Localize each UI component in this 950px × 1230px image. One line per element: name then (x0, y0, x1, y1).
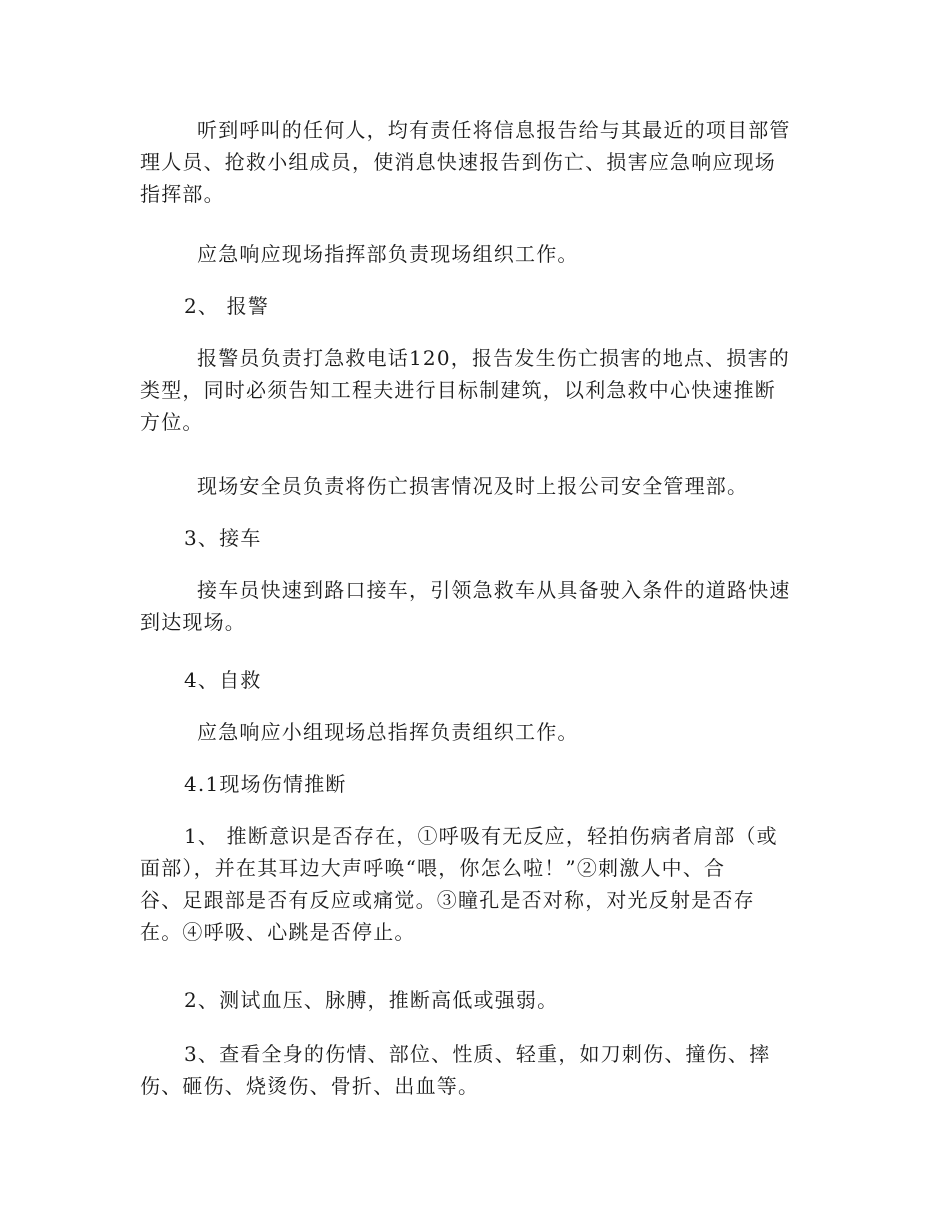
text-line: 面部），并在其耳边大声呼唤“喂，你怎么啦！”②刺激人中、合 (140, 856, 726, 880)
section-heading-alarm (140, 290, 812, 322)
text-line: 伤、砸伤、烧烫伤、骨折、出血等。 (140, 1074, 480, 1098)
paragraph-command-post (140, 238, 812, 270)
paragraph-emergency-report (140, 114, 812, 210)
text-line: 报警员负责打急救电话120，报告发生伤亡损害的地点、损害的 (197, 346, 790, 370)
text-line: 4.1现场伤情推断 (184, 772, 347, 796)
text-line: 谷、足跟部是否有反应或痛觉。③瞳孔是否对称，对光反射是否存 (140, 888, 755, 912)
text-line: 2、测试血压、脉膊，推断高低或强弱。 (184, 988, 559, 1012)
text-line: 接车员快速到路口接车，引领急救车从具备驶入条件的道路快速 (197, 578, 791, 602)
paragraph-blood-pressure (140, 984, 812, 1016)
text-line: 类型，同时必须告知工程夫进行目标制建筑，以利急救中心快速推断 (140, 378, 776, 402)
paragraph-injury-inspection (140, 1038, 812, 1102)
text-line: 1、 推断意识是否存在，①呼吸有无反应，轻拍伤病者肩部（或 (184, 824, 778, 848)
text-line: 指挥部。 (140, 182, 225, 206)
paragraph-alarm-officer (140, 342, 812, 438)
text-line: 2、 报警 (184, 294, 270, 318)
text-line: 应急响应小组现场总指挥负责组织工作。 (197, 720, 579, 744)
text-line: 到达现场。 (140, 610, 246, 634)
paragraph-rescue-command (140, 716, 812, 748)
paragraph-pickup-officer (140, 574, 812, 638)
text-line: 理人员、抢救小组成员，使消息快速报告到伤亡、损害应急响应现场 (140, 150, 776, 174)
text-line: 4、自救 (184, 668, 262, 692)
text-line: 3、查看全身的伤情、部位、性质、轻重，如刀刺伤、撞伤、摔 (184, 1042, 771, 1066)
section-heading-pickup (140, 522, 812, 554)
paragraph-safety-officer (140, 470, 812, 502)
paragraph-consciousness-check (140, 820, 812, 948)
text-line: 应急响应现场指挥部负责现场组织工作。 (197, 242, 579, 266)
subsection-heading-injury-assessment (140, 768, 812, 800)
text-line: 在。④呼吸、心跳是否停止。 (140, 920, 416, 944)
section-heading-self-rescue (140, 664, 812, 696)
text-line: 听到呼叫的任何人，均有责任将信息报告给与其最近的项目部管 (197, 118, 791, 142)
text-line: 方位。 (140, 410, 204, 434)
text-line: 现场安全员负责将伤亡损害情况及时上报公司安全管理部。 (197, 474, 749, 498)
text-line: 3、接车 (184, 526, 262, 550)
